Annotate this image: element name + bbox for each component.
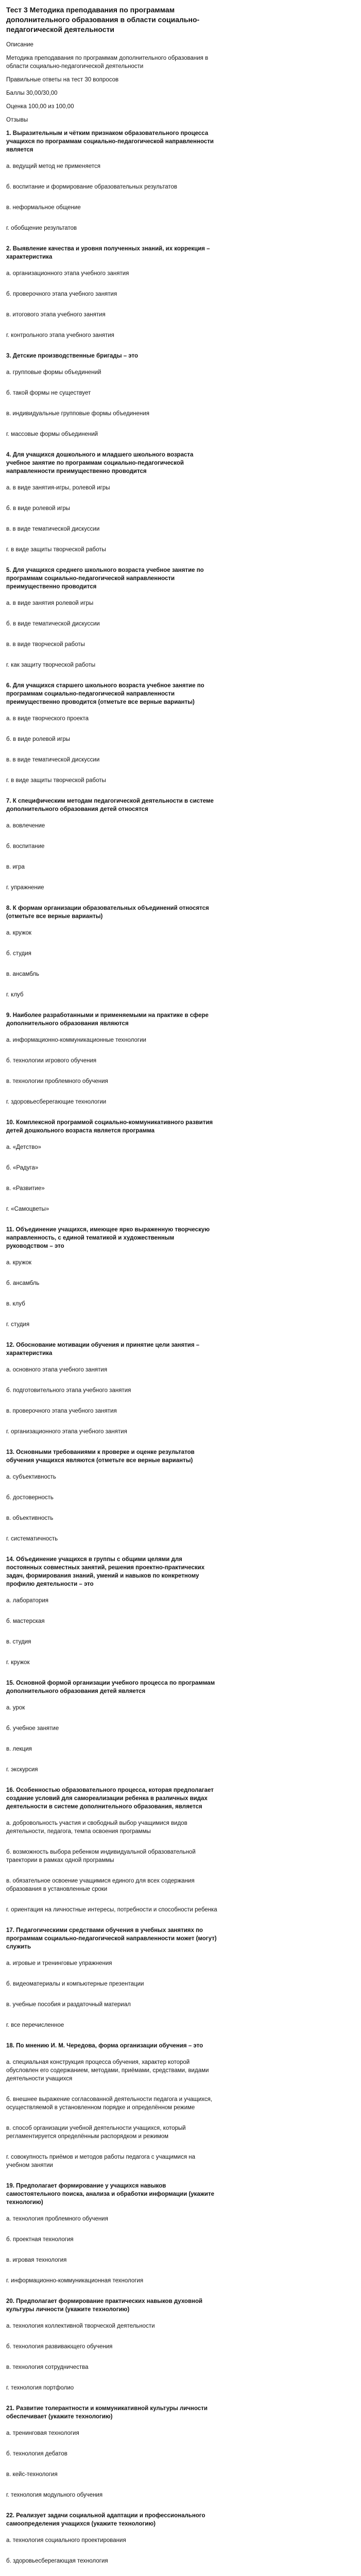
- answer-option: в. способ организации учебной деятельности учащихся, который регламентируется определённым распорядком и режимом: [6, 2125, 186, 2140]
- answer-option: г. упражнение: [6, 885, 44, 891]
- answer-option: в. лекция: [6, 1746, 32, 1752]
- answer-option: а. ведущий метод не применяется: [6, 163, 100, 170]
- question-text: 14. Объединение учащихся в группы с общими целями для постоянных совместных занятий, решения проектно-практических задач, формирования знаний, умений и навыков по конкретному профилю деятельности – это: [6, 1556, 205, 1587]
- answer-option: б. такой формы не существует: [6, 390, 91, 396]
- answer-option: б. внешнее выражение согласованной деятельности педагога и учащихся, осуществляемой в установленном порядке и определённом режиме: [6, 2096, 213, 2111]
- answer-option: а. тренинговая технология: [6, 2430, 79, 2436]
- answer-option: а. технология социального проектирования: [6, 2537, 126, 2544]
- answer-option: г. клуб: [6, 992, 24, 998]
- answer-option: а. кружок: [6, 930, 32, 936]
- answer-option: г. ориентация на личностные интересы, потребности и способности ребенка: [6, 1907, 217, 1913]
- answer-option: а. «Детство»: [6, 1144, 41, 1150]
- answer-option: б. технология дебатов: [6, 2451, 67, 2457]
- answer-option: г. массовые формы объединений: [6, 431, 98, 437]
- answer-option: в. технологии проблемного обучения: [6, 1078, 108, 1084]
- question: [6, 1341, 217, 1436]
- answer-option: б. ансамбль: [6, 1280, 40, 1286]
- answer-option: б. учебное занятие: [6, 1725, 59, 1732]
- answer-option: в. клуб: [6, 1301, 25, 1307]
- answer-option: б. достоверность: [6, 1495, 54, 1501]
- question: [6, 2512, 217, 2576]
- question: [6, 682, 217, 785]
- answer-option: б. в виде ролевой игры: [6, 736, 71, 742]
- question-text: 6. Для учащихся старшего школьного возраста учебное занятие по программам социально-педагогической направленности преимущественно проводится (отметьте все верные варианты): [6, 683, 204, 705]
- answer-option: б. мастерская: [6, 1618, 45, 1624]
- question-text: 2. Выявление качества и уровня полученных знаний, их коррекция – характеристика: [6, 246, 210, 260]
- score-text: Баллы 30,00/30,00: [6, 90, 58, 96]
- answer-option: а. групповые формы объединений: [6, 369, 101, 376]
- question-text: 9. Наиболее разработанными и применяемыми на практике в сфере дополнительного образования являются: [6, 1012, 209, 1027]
- answers-note: Правильные ответы на тест 30 вопросов: [6, 77, 119, 83]
- answer-option: в. итогового этапа учебного занятия: [6, 312, 106, 318]
- answer-option: г. технология портфолио: [6, 2385, 74, 2391]
- answer-option: г. в виде защиты творческой работы: [6, 777, 106, 784]
- question: [6, 2297, 217, 2392]
- question-text: 15. Основной формой организации учебного процесса по программам дополнительного образования детей является: [6, 1680, 215, 1694]
- answer-option: г. все перечисленное: [6, 2022, 64, 2028]
- question: [6, 2042, 217, 2170]
- question-text: 11. Объединение учащихся, имеющее ярко выраженную творческую направленность, с единой тематикой и художественным руководством – это: [6, 1227, 210, 1249]
- answer-option: г. студия: [6, 1321, 30, 1328]
- answer-option: а. технология проблемного обучения: [6, 2216, 108, 2222]
- question-text: 7. К специфическим методам педагогической деятельности в системе дополнительного образования детей относятся: [6, 798, 214, 812]
- answer-option: в. индивидуальные групповые формы объединения: [6, 411, 150, 417]
- answer-option: в. технология сотрудничества: [6, 2364, 89, 2370]
- question: [6, 1555, 217, 1667]
- answer-option: г. систематичность: [6, 1536, 58, 1542]
- answer-option: г. как защиту творческой работы: [6, 662, 96, 668]
- answer-option: б. проверочного этапа учебного занятия: [6, 291, 117, 297]
- grade-text: Оценка 100,00 из 100,00: [6, 104, 74, 110]
- question: [6, 1118, 217, 1213]
- question: [6, 797, 217, 892]
- question-text: 13. Основными требованиями к проверке и оценке результатов обучения учащихся являются (отметьте все верные варианты): [6, 1449, 195, 1464]
- answer-option: а. добровольность участия и свободный выбор учащимися видов деятельности, педагога, темпа освоения программы: [6, 1820, 187, 1835]
- answer-option: в. учебные пособия и раздаточный материал: [6, 2002, 131, 2008]
- answer-option: б. проектная технология: [6, 2236, 74, 2243]
- answer-option: б. здоровьесберегающая технология: [6, 2558, 108, 2564]
- answer-option: а. технология коллективной творческой деятельности: [6, 2323, 155, 2329]
- question: [6, 352, 217, 438]
- answer-option: а. организационного этапа учебного занятия: [6, 270, 129, 277]
- question-text: 8. К формам организации образовательных объединений относятся (отметьте все верные варианты): [6, 905, 209, 920]
- page-title: Тест 3 Методика преподавания по программам дополнительного образования в области социально-педагогической деятельности: [6, 6, 200, 33]
- answer-option: а. в виде занятия ролевой игры: [6, 600, 94, 606]
- description-label: Описание: [6, 42, 33, 48]
- question: [6, 1011, 217, 1106]
- question: [6, 566, 217, 669]
- answer-option: б. в виде тематической дискуссии: [6, 621, 100, 627]
- question: [6, 2182, 217, 2285]
- question: [6, 129, 217, 232]
- answer-option: в. в виде тематической дискуссии: [6, 526, 100, 532]
- answer-option: в. объективность: [6, 1515, 54, 1521]
- answer-option: в. игровая технология: [6, 2257, 67, 2263]
- answer-option: г. кружок: [6, 1659, 30, 1666]
- answer-option: в. студия: [6, 1639, 31, 1645]
- question: [6, 1448, 217, 1543]
- answer-option: а. в виде творческого проекта: [6, 716, 89, 722]
- question: [6, 1926, 217, 2029]
- question-text: 4. Для учащихся дошкольного и младшего школьного возраста учебное занятие по программам социально-педагогической направленности преимущественно проводится: [6, 452, 194, 474]
- answer-option: б. видеоматериалы и компьютерные презентации: [6, 1981, 144, 1987]
- answer-option: а. игровые и тренинговые упражнения: [6, 1960, 112, 1967]
- question-text: 16. Особенностью образовательного процесса, которая предполагает создание условий для самореализации ребенка в различных видах деятельности в системе дополнительного образования, является: [6, 1787, 214, 1810]
- answer-option: в. «Развитие»: [6, 1185, 45, 1192]
- question-text: 10. Комплексной программой социально-коммуникативного развития детей дошкольного возраста является программа: [6, 1120, 213, 1134]
- question-text: 21. Развитие толерантности и коммуникативной культуры личности обеспечивает (укажите технологию): [6, 2405, 208, 2420]
- answer-option: г. экскурсия: [6, 1767, 38, 1773]
- question-list: [6, 129, 217, 2576]
- answer-option: в. в виде творческой работы: [6, 641, 85, 648]
- answer-option: а. лаборатория: [6, 1598, 48, 1604]
- question-text: 18. По мнению И. М. Чередова, форма организации обучения – это: [6, 2043, 203, 2049]
- answer-option: в. кейс-технология: [6, 2471, 58, 2478]
- answer-option: в. ансамбль: [6, 971, 39, 977]
- answer-option: г. здоровьесберегающие технологии: [6, 1099, 107, 1105]
- question-text: 17. Педагогическими средствами обучения в учебных занятиях по программам социально-педагогической направленности может (могут) служить: [6, 1927, 217, 1950]
- answer-option: в. в виде тематической дискуссии: [6, 757, 100, 763]
- answer-option: а. основного этапа учебного занятия: [6, 1367, 108, 1373]
- question-text: 19. Предполагает формирование у учащихся навыков самостоятельного поиска, анализа и обработки информации (укажите технологию): [6, 2183, 215, 2206]
- answer-option: г. совокупность приёмов и методов работы педагога с учащимися на учебном занятии: [6, 2154, 196, 2168]
- description-text: Методика преподавания по программам дополнительного образования в области социально-педагогической деятельности: [6, 55, 209, 70]
- answer-option: а. субъективность: [6, 1474, 56, 1480]
- answer-option: а. информационно-коммуникационные технологии: [6, 1037, 146, 1043]
- question: [6, 245, 217, 340]
- answer-option: а. урок: [6, 1705, 25, 1711]
- question-text: 5. Для учащихся среднего школьного возраста учебное занятие по программам социально-педагогической направленности преимущественно проводится: [6, 567, 204, 590]
- answer-option: б. в виде ролевой игры: [6, 505, 71, 512]
- answer-option: б. технологии игрового обучения: [6, 1058, 97, 1064]
- test-content: [6, 5, 217, 2576]
- answer-option: г. «Самоцветы»: [6, 1206, 49, 1212]
- answer-option: г. контрольного этапа учебного занятия: [6, 332, 114, 338]
- answer-option: г. в виде защиты творческой работы: [6, 547, 106, 553]
- answer-option: в. обязательное освоение учащимися единого для всех содержания образования в установленные сроки: [6, 1878, 195, 1892]
- answer-option: б. воспитание: [6, 843, 45, 850]
- question-text: 20. Предполагает формирование практических навыков духовной культуры личности (укажите технологию): [6, 2298, 203, 2313]
- answer-option: г. технология модульного обучения: [6, 2492, 103, 2498]
- question: [6, 1786, 217, 1914]
- answer-option: в. игра: [6, 864, 25, 870]
- answer-option: в. неформальное общение: [6, 205, 81, 211]
- answer-option: а. специальная конструкция процесса обучения, характер которой обусловлен его содержанием, методами, приёмами, средствами, видами деятельности учащихся: [6, 2059, 209, 2082]
- answer-option: а. вовлечение: [6, 823, 45, 829]
- answer-option: г. организационного этапа учебного занятия: [6, 1429, 127, 1435]
- question-text: 3. Детские производственные бригады – это: [6, 353, 139, 359]
- answer-option: б. возможность выбора ребенком индивидуальной образовательной траектории в рамках одной программы: [6, 1849, 196, 1863]
- question-text: 12. Обоснование мотивации обучения и принятие цели занятия – характеристика: [6, 1342, 200, 1357]
- question-text: 1. Выразительным и чётким признаком образовательного процесса учащихся по программам социально-педагогической направленности является: [6, 130, 214, 153]
- answer-option: в. проверочного этапа учебного занятия: [6, 1408, 117, 1414]
- answer-option: а. в виде занятия-игры, ролевой игры: [6, 485, 110, 491]
- answer-option: б. технология развивающего обучения: [6, 2344, 113, 2350]
- question-text: 22. Реализует задачи социальной адаптации и профессионального самоопределения учащихся (укажите технологию): [6, 2513, 205, 2527]
- answer-option: б. «Радуга»: [6, 1165, 39, 1171]
- question: [6, 451, 217, 554]
- answer-option: г. обобщение результатов: [6, 225, 77, 231]
- answer-option: б. воспитание и формирование образовательных результатов: [6, 184, 178, 190]
- feedback-label: Отзывы: [6, 117, 28, 123]
- question: [6, 1226, 217, 1329]
- answer-option: а. кружок: [6, 1260, 32, 1266]
- answer-option: б. студия: [6, 951, 31, 957]
- answer-option: б. подготовительного этапа учебного занятия: [6, 1387, 131, 1394]
- question: [6, 1679, 217, 1774]
- question: [6, 904, 217, 999]
- question: [6, 2404, 217, 2499]
- answer-option: г. информационно-коммуникационная технология: [6, 2278, 144, 2284]
